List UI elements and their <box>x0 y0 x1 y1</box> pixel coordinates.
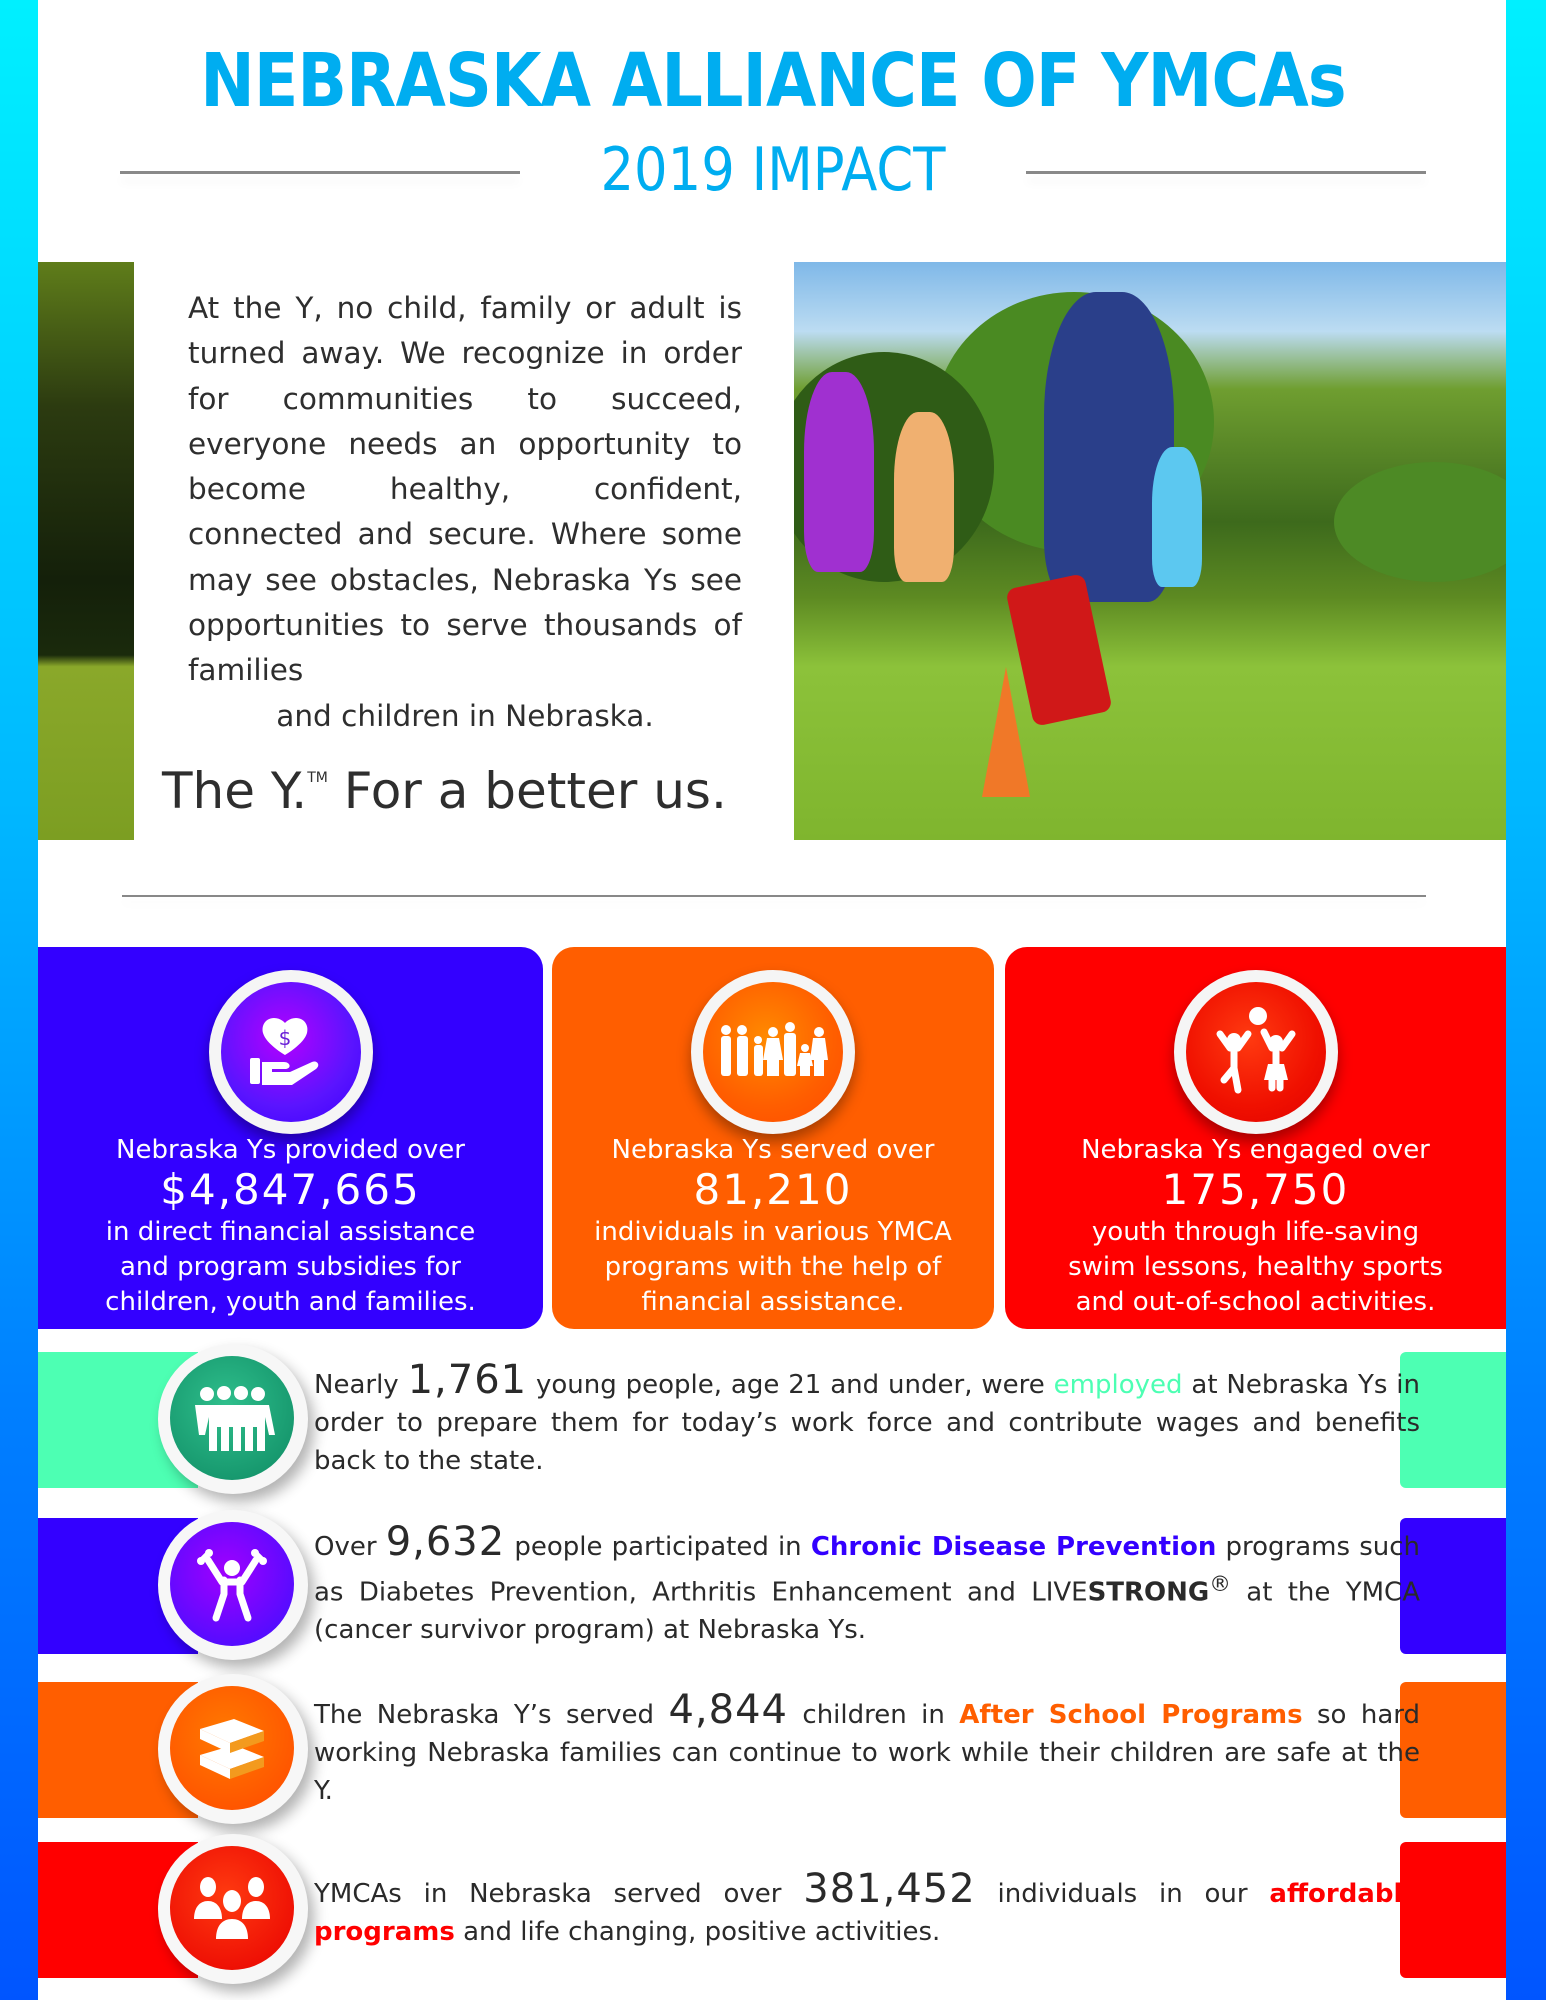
stat-text <box>314 1682 1420 1818</box>
photo-girl <box>804 372 874 572</box>
stat-text-post: at the YMCA (cancer survivor program) at Nebraska Ys. <box>314 1577 1420 1646</box>
subtitle-row <box>120 135 1426 205</box>
stat-number: 9,632 <box>385 1518 506 1565</box>
icon-ring <box>209 970 373 1134</box>
registered-mark: ® <box>1209 1571 1231 1597</box>
card-number: $4,847,665 <box>160 1165 421 1214</box>
icon-ring <box>691 970 855 1134</box>
stat-highlight: Chronic Disease Prevention <box>810 1531 1217 1562</box>
card-lead: Nebraska Ys served over <box>611 1135 935 1165</box>
livestrong-bold: STRONG <box>1087 1577 1210 1608</box>
left-gradient-border <box>0 0 38 2000</box>
icon-ring <box>158 1510 308 1660</box>
card-number: 81,210 <box>693 1165 853 1214</box>
stat-highlight: employed <box>1053 1369 1183 1400</box>
stat-text-post: so hard working Nebraska families can continue to work while their children are safe at the Y. <box>314 1699 1420 1806</box>
card-desc-line: in direct financial assistance <box>105 1217 476 1247</box>
stat-text-mid: children in <box>788 1699 960 1730</box>
stat-text-pre: Nearly <box>314 1369 408 1400</box>
stat-text-pre: The Nebraska Y’s served <box>314 1699 669 1730</box>
intro-line: Nebraska Ys see opportunities <box>188 562 742 643</box>
card-lead: Nebraska Ys provided over <box>116 1135 465 1165</box>
stat-row-after-school <box>38 1682 1506 1818</box>
card-lead: Nebraska Ys engaged over <box>1081 1135 1430 1165</box>
stat-number: 1,761 <box>407 1356 528 1403</box>
stat-text-mid: individuals in our <box>975 1878 1270 1909</box>
tagline-text: For a better us. <box>327 762 727 820</box>
photo-cone <box>982 667 1030 797</box>
stat-number: 4,844 <box>668 1686 788 1733</box>
card-description <box>552 1215 994 1320</box>
stat-card-financial-assistance <box>38 947 543 1329</box>
card-description <box>1005 1215 1506 1320</box>
page-subtitle: 2019 IMPACT <box>600 135 946 205</box>
hero-photo <box>794 262 1506 840</box>
photo-boy-stripes <box>894 412 954 582</box>
stat-text-post: and life changing, positive activities. <box>454 1916 941 1947</box>
intro-line: Where some may see obstacles, <box>188 517 742 597</box>
stat-number: 381,452 <box>803 1865 976 1912</box>
trademark-mark: TM <box>307 770 328 786</box>
stat-highlight: After School Programs <box>959 1699 1303 1730</box>
card-desc-line: and program subsidies for <box>119 1252 461 1282</box>
photo-tree <box>1334 462 1506 582</box>
stat-row-chronic-disease <box>38 1518 1506 1654</box>
card-desc-line: and out-of-school activities. <box>1075 1287 1436 1317</box>
intro-line: confident, connected and secure. <box>188 472 742 552</box>
right-gradient-border <box>1506 0 1546 2000</box>
intro-line: in order for communities to <box>188 336 743 416</box>
intro-line: is turned away. We recognize <box>188 291 742 371</box>
tagline <box>162 762 782 820</box>
tree-photo-strip <box>38 262 134 840</box>
stat-row-youth-employed <box>38 1352 1506 1488</box>
intro-line: At the Y, no child, family or adult <box>188 291 719 325</box>
stat-card-individuals-served <box>552 947 994 1329</box>
tagline-brand: The Y. <box>162 762 308 820</box>
card-desc-line: children, youth and families. <box>105 1287 476 1317</box>
photo-boy-blue <box>1152 447 1202 587</box>
group-of-young-people-icon <box>170 1356 294 1480</box>
family-icon <box>703 982 843 1122</box>
page-title: NEBRASKA ALLIANCE OF YMCAs <box>200 38 1346 124</box>
hand-heart-dollar-icon <box>221 982 361 1122</box>
svg-text:$: $ <box>278 1026 291 1050</box>
stat-text-mid: young people, age 21 and under, were <box>527 1369 1054 1400</box>
stat-text <box>314 1842 1420 1978</box>
section-divider <box>122 895 1426 897</box>
card-description <box>38 1215 543 1320</box>
stat-text-post: programs such as Diabetes Prevention, Arthritis Enhancement and LIVE <box>314 1531 1420 1608</box>
community-people-icon <box>170 1846 294 1970</box>
stat-text <box>314 1518 1420 1654</box>
person-lifting-weights-icon <box>170 1522 294 1646</box>
icon-ring <box>158 1344 308 1494</box>
intro-paragraph <box>188 286 742 739</box>
card-desc-line: programs with the help of <box>604 1252 942 1282</box>
card-desc-line: swim lessons, healthy sports <box>1068 1252 1443 1282</box>
subtitle-rule-right <box>1026 171 1426 174</box>
books-icon <box>170 1686 294 1810</box>
stat-text-pre: YMCAs in Nebraska served over <box>314 1878 804 1909</box>
card-desc-line: financial assistance. <box>641 1287 905 1317</box>
stat-text-post: at Nebraska Ys in order to prepare them for today’s work force and contribute wages and benefits back to the state. <box>314 1369 1420 1476</box>
stat-highlight: affordable programs <box>314 1878 1421 1947</box>
kids-playing-ball-icon <box>1186 982 1326 1122</box>
stat-card-youth-engaged <box>1005 947 1506 1329</box>
stat-text <box>314 1352 1420 1488</box>
stat-row-affordable-programs <box>38 1842 1506 1978</box>
intro-line: to serve thousands of families <box>188 608 742 688</box>
intro-line: opportunity to become healthy, <box>188 426 742 507</box>
intro-line-last: and children in Nebraska. <box>276 698 654 733</box>
icon-ring <box>158 1674 308 1824</box>
stat-text-mid: people participated in <box>505 1531 811 1562</box>
intro-line: succeed, everyone needs an <box>188 381 742 461</box>
card-number: 175,750 <box>1161 1165 1350 1214</box>
icon-ring <box>1174 970 1338 1134</box>
card-desc-line: youth through life-saving <box>1091 1217 1420 1247</box>
card-desc-line: individuals in various YMCA <box>594 1217 952 1247</box>
icon-ring <box>158 1834 308 1984</box>
stat-text-pre: Over <box>314 1531 386 1562</box>
